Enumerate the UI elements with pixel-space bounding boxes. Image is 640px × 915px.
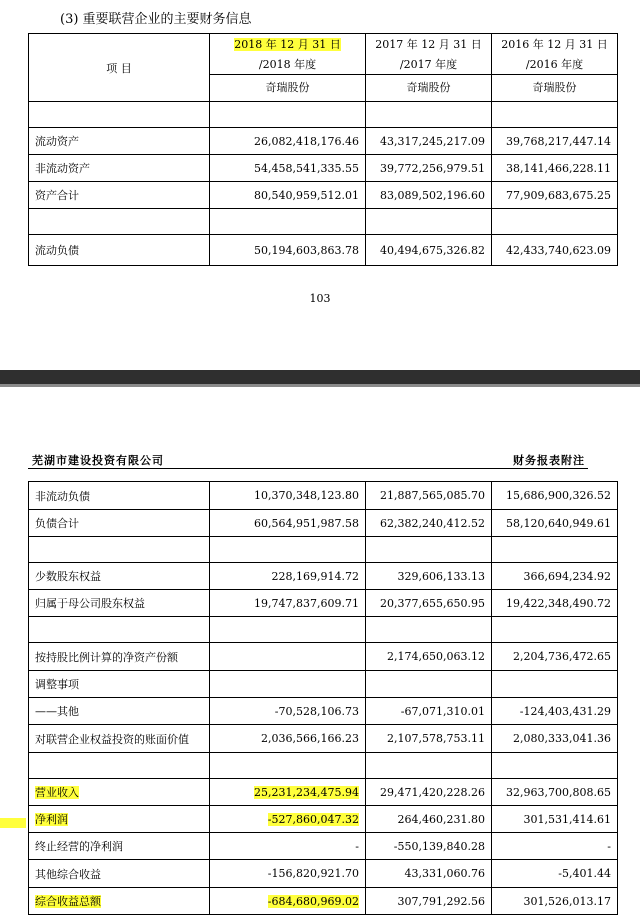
table-row: 归属于母公司股东权益 19,747,837,609.71 20,377,655,650.95 19,422,348,490.72 <box>29 590 618 617</box>
table-row: 流动负债 50,194,603,863.78 40,494,675,326.82 42,433,740,623.09 <box>29 235 618 266</box>
item-header: 项 目 <box>29 34 210 102</box>
table-row: 其他综合收益 -156,820,921.70 43,331,060.76 -5,401.44 <box>29 860 618 888</box>
table-row <box>29 102 618 128</box>
highlight-total-income-label: 综合收益总额 <box>35 895 101 908</box>
financial-table-bottom <box>28 481 618 915</box>
margin-highlight-mark <box>0 818 26 828</box>
table-row: 终止经营的净利润 - -550,139,840.28 - <box>29 833 618 860</box>
table-row: 非流动资产 54,458,541,335.55 39,772,256,979.51 38,141,466,228.11 <box>29 155 618 182</box>
table-row-highlighted: 营业收入 25,231,234,475.94 29,471,420,228.26 32,963,700,808.65 <box>29 779 618 806</box>
table-row-highlighted: 净利润 -527,860,047.32 264,460,231.80 301,531,414.61 <box>29 806 618 833</box>
highlight-revenue-label: 营业收入 <box>35 786 79 799</box>
highlight-revenue-value: 25,231,234,475.94 <box>254 785 359 799</box>
table-row <box>29 209 618 235</box>
year-highlight: 2018 年 12 月 31 日 <box>234 38 341 51</box>
column-header-2017: 2017 年 12 月 31 日 /2017 年度 奇瑞股份 <box>366 34 492 102</box>
table-row: 负债合计 60,564,951,987.58 62,382,240,412.52 58,120,640,949.61 <box>29 510 618 537</box>
highlight-net-profit-value: -527,860,047.32 <box>267 812 359 826</box>
table-row <box>29 753 618 779</box>
table-row: 非流动负债 10,370,348,123.80 21,887,565,085.70 15,686,900,326.52 <box>29 482 618 510</box>
highlight-net-profit-label: 净利润 <box>35 813 68 826</box>
column-header-2018: 2018 年 12 月 31 日 /2018 年度 奇瑞股份 <box>210 34 366 102</box>
company-name: 芜湖市建设投资有限公司 <box>32 454 164 467</box>
highlight-total-income-value: -684,680,969.02 <box>267 894 359 908</box>
table-row-highlighted: 综合收益总额 -684,680,969.02 307,791,292.56 301,526,013.17 <box>29 888 618 915</box>
page-divider <box>0 370 640 384</box>
financial-table-top <box>28 33 618 266</box>
page-103 <box>0 0 640 370</box>
table-row <box>29 537 618 563</box>
document-type: 财务报表附注 <box>513 454 585 467</box>
table-row: ——其他 -70,528,106.73 -67,071,310.01 -124,403,431.29 <box>29 698 618 725</box>
table-row: 对联营企业权益投资的账面价值 2,036,566,166.23 2,107,578,753.11 2,080,333,041.36 <box>29 725 618 753</box>
table-row: 资产合计 80,540,959,512.01 83,089,502,196.60 77,909,683,675.25 <box>29 182 618 209</box>
table-header-row <box>29 34 618 102</box>
header-rule <box>28 468 588 469</box>
table-row: 少数股东权益 228,169,914.72 329,606,133.13 366,694,234.92 <box>29 563 618 590</box>
table-row: 调整事项 <box>29 671 618 698</box>
page-number: 103 <box>309 292 331 305</box>
column-header-2016: 2016 年 12 月 31 日 /2016 年度 奇瑞股份 <box>492 34 618 102</box>
table-row: 按持股比例计算的净资产份额 2,174,650,063.12 2,204,736,472.65 <box>29 643 618 671</box>
table-row: 流动资产 26,082,418,176.46 43,317,245,217.09 39,768,217,447.14 <box>29 128 618 155</box>
table-row <box>29 617 618 643</box>
section-title: (3) 重要联营企业的主要财务信息 <box>60 12 252 27</box>
